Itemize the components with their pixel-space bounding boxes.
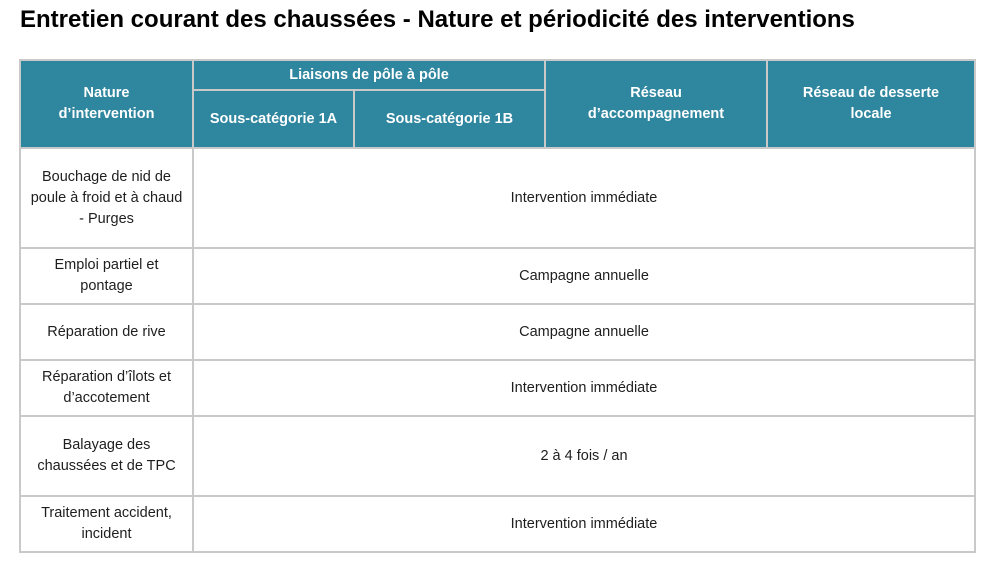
header-sous-categorie-1a [193, 90, 354, 148]
header-sous-categorie-1b: Sous-catégorie 1B [354, 90, 545, 148]
table-row [20, 248, 975, 304]
row-periodicite-cell: Intervention immédiate [193, 496, 975, 552]
row-nature-cell: Bouchage de nid de poule à froid et à chaud - Purges [20, 148, 193, 248]
row-periodicite-cell: Campagne annuelle [193, 304, 975, 360]
table-row [20, 416, 975, 496]
row-nature-cell: Balayage des chaussées et de TPC [20, 416, 193, 496]
table-row [20, 360, 975, 416]
row-nature-cell: Réparation de rive [20, 304, 193, 360]
header-reseau-desserte-label: Réseau de desserte locale [802, 85, 940, 122]
interventions-table [19, 59, 976, 553]
header-liaisons-pole-a-pole: Liaisons de pôle à pôle [193, 60, 545, 90]
row-periodicite-cell: 2 à 4 fois / an [193, 416, 975, 496]
header-nature-intervention [20, 60, 193, 148]
page-title: Entretien courant des chaussées - Nature et périodicité des interventions [20, 6, 855, 33]
header-reseau-accompagnement-label: Réseau d’accompagnement [587, 85, 725, 122]
table-header [20, 60, 975, 148]
header-reseau-desserte-locale [767, 60, 975, 148]
row-periodicite-cell: Campagne annuelle [193, 248, 975, 304]
row-nature-cell: Réparation d’îlots et d’accotement [20, 360, 193, 416]
row-periodicite-cell: Intervention immédiate [193, 148, 975, 248]
header-nature-intervention-label: Nature d’intervention [58, 85, 155, 122]
table-row [20, 304, 975, 360]
table-body [20, 148, 975, 552]
table-row [20, 496, 975, 552]
table-row [20, 148, 975, 248]
header-sous-categorie-1a-label: Sous-catégorie 1A [209, 110, 338, 127]
row-nature-cell: Traitement accident, incident [20, 496, 193, 552]
row-periodicite-cell: Intervention immédiate [193, 360, 975, 416]
row-nature-cell: Emploi partiel et pontage [20, 248, 193, 304]
header-reseau-accompagnement [545, 60, 767, 148]
